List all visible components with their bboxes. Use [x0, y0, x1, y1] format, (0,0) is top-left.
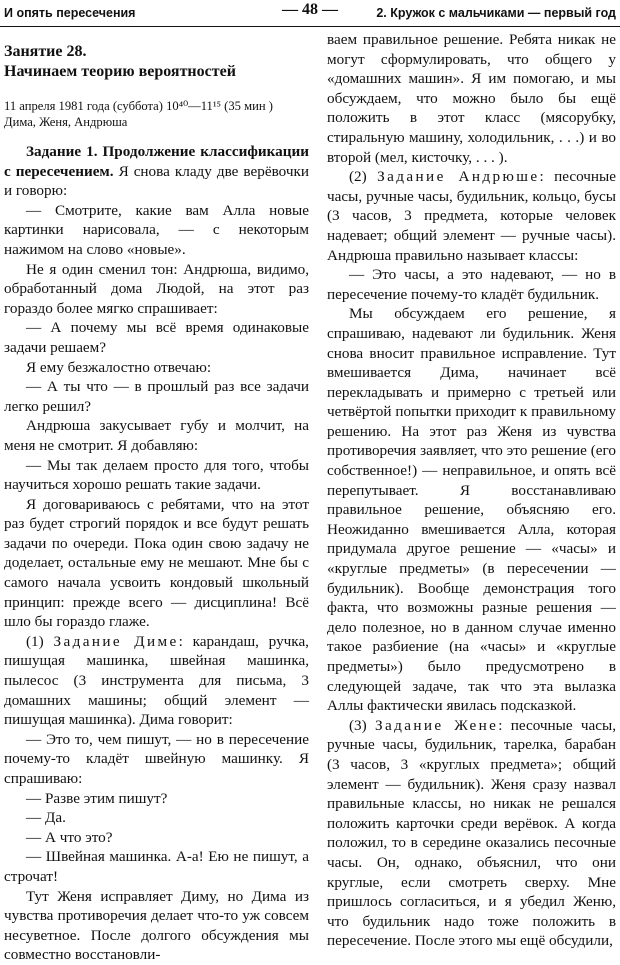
left-column — [4, 30, 309, 965]
paragraph: Я договариваюсь с ребятами, что на этот раз будет строгий порядок и все будут решать задачи по очереди. Пока один свою задачу не доделает, остальные ему не мешают. Мне бы с самого начала усвоить кондовый школьный принцип: прежде всего — дисциплина! Всё шло бы гораздо глаже. — [4, 495, 309, 631]
paragraph-text: Я снова кладу две верёвочки и говорю: — [4, 162, 309, 200]
paragraph: Не я один сменил тон: Андрюша, видимо, обработанный дома Людой, на этот раз гораздо более мягко спрашивает: — [4, 260, 309, 317]
paragraph: — Швейная машинка. А-а! Ею не пишут, а строчат! — [4, 848, 309, 885]
paragraph — [4, 632, 309, 730]
item-number: (1) — [26, 632, 54, 650]
paragraph: Мы обсуждаем его решение, я спрашиваю, надевают ли будильник. Женя снова вносит правильное исправление. Тут вмешивается Дима, начинает всё перекладывать и примерно с третьей или четвёртой попытки приходит к правильному решению. На этот раз Женя из чувства противоречия заявляет, что это решение (его собственное!) — неправильное, и опять всё перепутывает. Я восстанавливаю правильное решение, объясняю его. Неожиданно вмешивается Алла, которая придумала другое решение — «часы» и «круглые предметы» (в пересечении — будильник). Вообще демонстрация того факта, что возможны разные решения — дело полезное, но в данном случае именно такое разбиение (на «часы» и «круглые предметы») было предусмотрено в следующей задаче, так что эта вылазка Аллы фактически явилась подсказкой. — [327, 305, 616, 715]
task-heading: Задание 1. Продолжение классификации с пересечением. — [4, 143, 309, 180]
header-chapter-title: 2. Кружок с мальчиками — первый год — [376, 6, 616, 20]
paragraph: Тут Женя исправляет Диму, но Дима из чувства противоречия делает что-то уж совсем несуветное. После долгого обсуждения мы совместно восстановли- — [4, 887, 309, 964]
item-number: (3) — [349, 716, 375, 734]
paragraph-text: : карандаш, ручка, пишущая машинка, швейная машинка, пылесос (3 инструмента для письма, 3 домашних машины; общий элемент — пишущая машинка). Дима говорит: — [4, 632, 309, 729]
paragraph: — Мы так делаем просто для того, чтобы научиться хорошо решать такие задачи. — [4, 456, 309, 494]
paragraph — [327, 716, 616, 951]
paragraph: ваем правильное решение. Ребята никак не могут сформулировать, что общего у «домашних машин». Я им помогаю, и мы обсуждаем, что можно было бы ещё положить в этот класс (мясорубку, стиральную машину, холодильник, . . .) и во второй (мел, кисточку, . . . ). — [327, 31, 616, 166]
task-label: Задание Диме — [53, 632, 179, 650]
paragraph-text: : песочные часы, ручные часы, будильник, кольцо, бусы (3 часов, 3 предмета, которые человек надевает; общий элемент — ручные часы). Андрюша правильно называет классы: — [327, 168, 616, 264]
lesson-title: Занятие 28. — [4, 43, 87, 60]
paragraph: — Это то, чем пишут, — но в пересечение почему-то кладёт швейную машинку. Я спрашиваю: — [4, 730, 309, 787]
paragraph: — А что это? — [26, 828, 113, 846]
paragraph-text: : песочные часы, ручные часы, будильник, тарелка, барабан (3 часов, 3 «круглых предмета»; общий элемент — будильник). Женя сразу назвал правильные классы, но никак не решался положить карточки среди верёвок. А когда положил, то в середине оказались песочные часы. Он, однако, объяснил, что они круглые, если смотреть сверху. Мне пришлось согласиться, и я убедил Женю, что будильник надо тоже положить в пересечение. После этого мы ещё обсудили, — [327, 716, 616, 950]
lesson-date: 11 апреля 1981 года (суббота) 10⁴⁰—11¹⁵ (35 мин ) — [4, 99, 273, 113]
page-number: — 48 — — [282, 1, 338, 18]
task-label: Задание Андрюше — [377, 168, 540, 186]
task-label: Задание Жене — [374, 716, 499, 734]
paragraph: — Да. — [26, 809, 66, 827]
lesson-participants: Дима, Женя, Андрюша — [4, 115, 128, 129]
running-header — [0, 0, 620, 27]
right-column — [327, 30, 616, 951]
header-section-title: И опять пересечения — [4, 6, 136, 20]
paragraph: Я ему безжалостно отвечаю: — [26, 358, 212, 376]
paragraph: — Смотрите, какие вам Алла новые картинки нарисовала, — с некоторым нажимом на слово «новые». — [4, 201, 309, 258]
paragraph: — Это часы, а это надевают, — но в пересечение почему-то кладёт будильник. — [327, 266, 616, 303]
paragraph — [4, 142, 309, 201]
item-number: (2) — [349, 168, 378, 186]
paragraph: — А почему мы всё время одинаковые задачи решаем? — [4, 319, 309, 356]
paragraph: Андрюша закусывает губу и молчит, на меня не смотрит. Я добавляю: — [4, 417, 309, 454]
lesson-subtitle: Начинаем теорию вероятностей — [4, 63, 236, 80]
paragraph: — А ты что — в прошлый раз все задачи легко решил? — [4, 378, 309, 415]
paragraph — [327, 167, 616, 265]
paragraph: — Разве этим пишут? — [26, 789, 168, 807]
